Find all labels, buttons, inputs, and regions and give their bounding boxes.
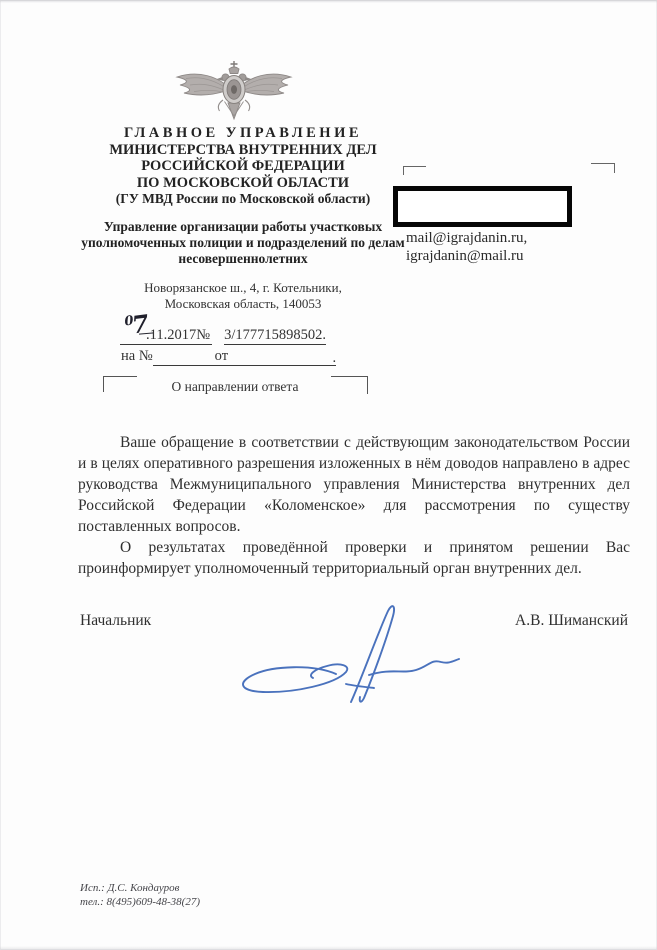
mvd-eagle-emblem-icon (174, 60, 294, 126)
date-printed: .11.2017 (146, 327, 197, 343)
reply-date-blank: . (232, 350, 336, 366)
recipient-email: igrajdanin@mail.ru (406, 248, 524, 264)
department-name: Управление организации работы участковых уполномоченных полиции и подразделений по делам несовершеннолетних (81, 219, 405, 266)
org-short-name: (ГУ МВД России по Московской области) (115, 191, 371, 206)
footer-executor-block (80, 881, 200, 909)
org-address-line: Новорязанское ш., 4, г. Котельники, (144, 280, 342, 295)
scan-artifact-top (0, 0, 657, 3)
org-address (80, 280, 406, 312)
reply-number-blank (153, 350, 211, 366)
redacted-recipient-name-box (393, 186, 572, 227)
executor-phone: тел.: 8(495)609-48-38(27) (80, 896, 200, 908)
letter-body (78, 432, 630, 579)
reply-to-label: на № (121, 348, 153, 364)
recipient-emails (406, 229, 527, 265)
number-sign: № (196, 327, 211, 343)
handwritten-day: 07 (123, 308, 151, 340)
reply-reference-row (121, 348, 336, 366)
signer-name: А.В. Шиманский (515, 612, 628, 629)
recipient-email: mail@igrajdanin.ru, (406, 230, 528, 246)
executor-name: Исп.: Д.С. Кондауров (80, 882, 180, 894)
from-label: от (211, 348, 232, 366)
org-name-block (80, 125, 406, 208)
body-paragraph: Ваше обращение в соответствии с действующим законодательством России и в целях оперативного разрешения изложенных в нём доводов направлено в адрес руководства Межмуниципального управления Министерства внутренних дел Российской Федерации «Коломенское» для рассмотрения по существу поставленных вопросов. (78, 434, 630, 535)
org-name-line: МИНИСТЕРСТВА ВНУТРЕННИХ ДЕЛ (109, 141, 377, 158)
date-field (120, 327, 212, 345)
date-number-row (120, 327, 326, 345)
org-name-line: ПО МОСКОВСКОЙ ОБЛАСТИ (136, 174, 350, 191)
signer-position-title: Начальник (80, 612, 152, 629)
handwritten-signature (233, 598, 461, 704)
recipient-corner-bracket-right (591, 163, 615, 173)
org-name-line: РОССИЙСКОЙ ФЕДЕРАЦИИ (141, 158, 345, 174)
recipient-corner-bracket-left (403, 166, 426, 175)
subject-line: О направлении ответа (171, 379, 299, 394)
scan-artifact-bottom (0, 946, 657, 950)
org-name-line: ГЛАВНОЕ УПРАВЛЕНИЕ (123, 125, 363, 141)
outgoing-number: 3/177715898502. (224, 327, 326, 343)
body-paragraph: О результатах проведённой проверки и принятом решении Вас проинформирует уполномоченный территориальный орган внутренних дел. (78, 539, 630, 577)
org-address-line: Московская область, 140053 (164, 296, 322, 311)
